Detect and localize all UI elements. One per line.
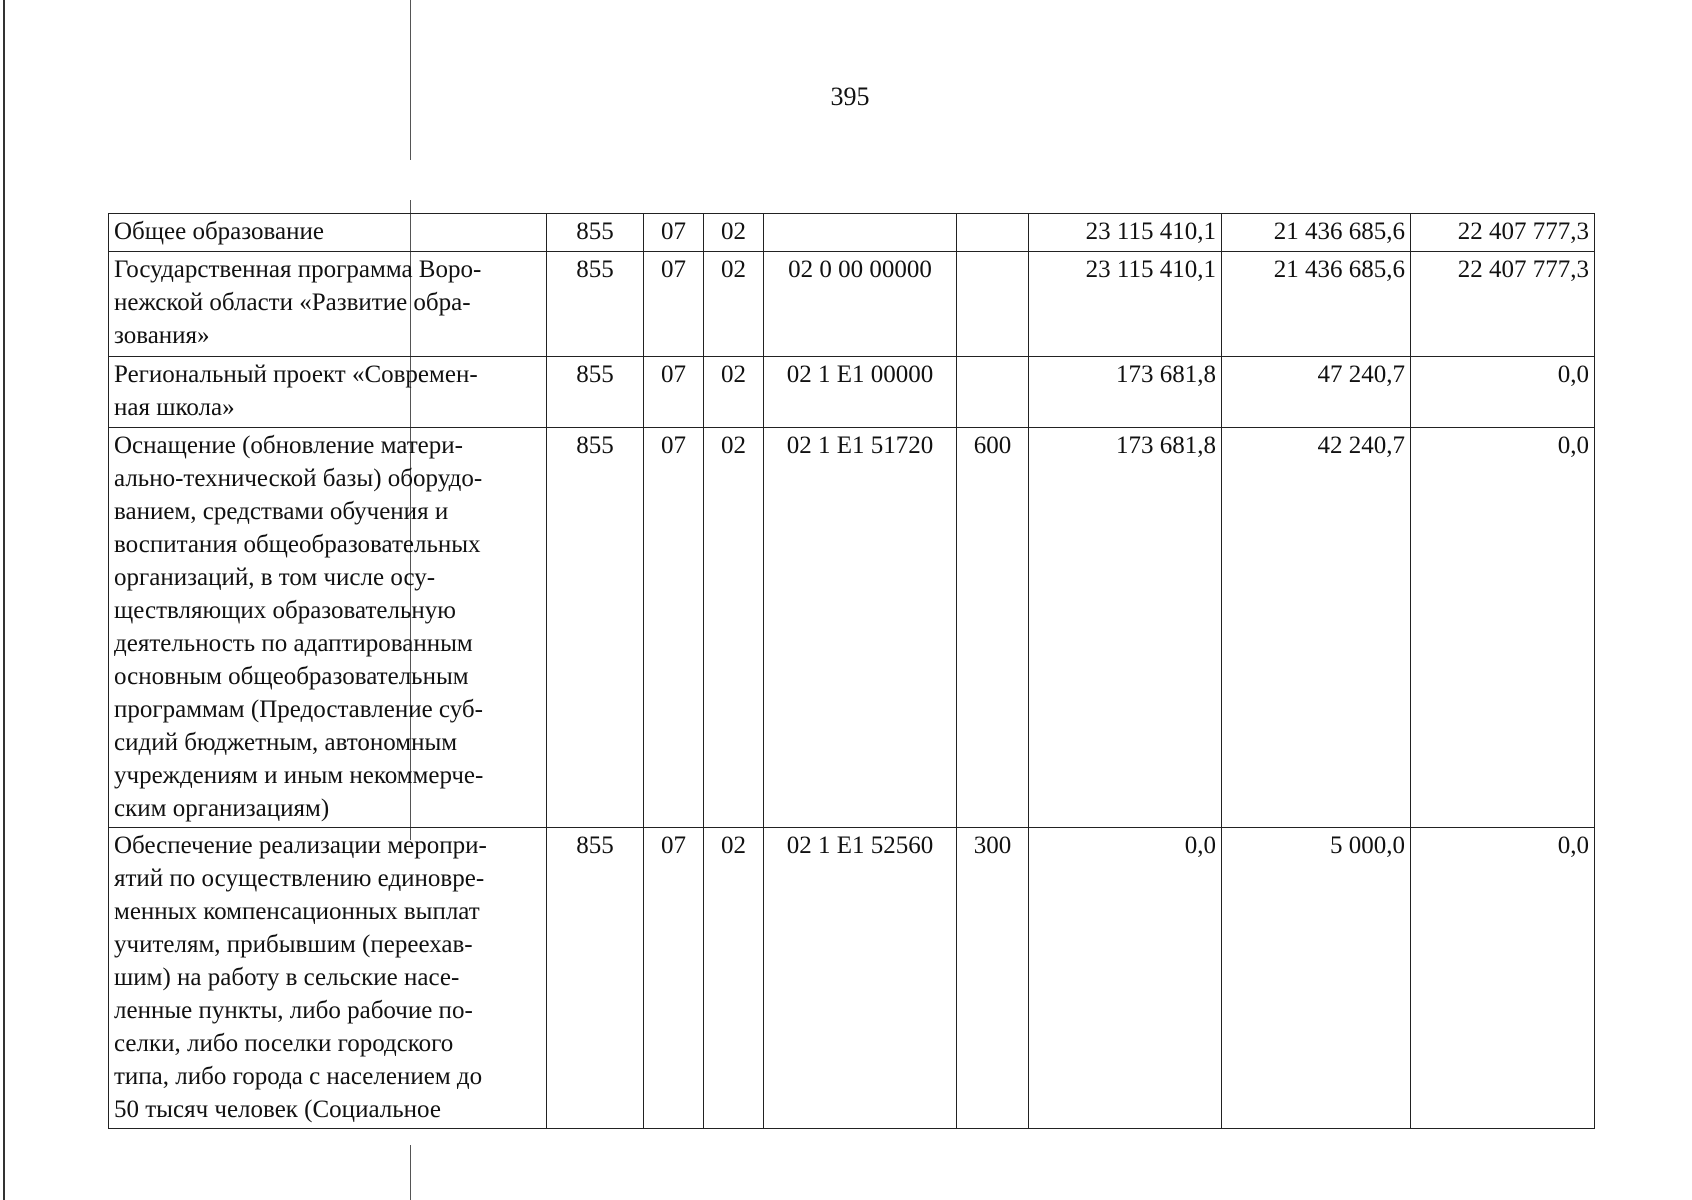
scan-fold-line <box>410 1145 411 1200</box>
amount-cell-3: 22 407 777,3 <box>1411 252 1595 357</box>
amount-cell-1: 0,0 <box>1029 828 1222 1129</box>
section-cell: 07 <box>644 828 704 1129</box>
table-row <box>109 428 1595 828</box>
expense-type-cell <box>957 252 1029 357</box>
amount-cell-3: 0,0 <box>1411 428 1595 828</box>
expense-type-cell <box>957 214 1029 252</box>
row-name-cell <box>109 428 547 828</box>
row-name-cell <box>109 252 547 357</box>
row-name-cell <box>109 828 547 1129</box>
row-name: Государственная программа Воро- нежской области «Развитие обра- зования» <box>114 256 482 349</box>
expense-type-cell: 600 <box>957 428 1029 828</box>
expense-type-cell: 300 <box>957 828 1029 1129</box>
grbs-cell: 855 <box>547 428 644 828</box>
grbs-cell: 855 <box>547 214 644 252</box>
row-name-cell <box>109 357 547 428</box>
target-article-cell <box>764 214 957 252</box>
table-row <box>109 252 1595 357</box>
row-name-cell <box>109 214 547 252</box>
table-row <box>109 828 1595 1129</box>
page-number: 395 <box>830 82 870 111</box>
scan-fold-line <box>410 0 411 160</box>
subsection-cell: 02 <box>704 252 764 357</box>
subsection-cell: 02 <box>704 428 764 828</box>
section-cell: 07 <box>644 214 704 252</box>
section-cell: 07 <box>644 252 704 357</box>
amount-cell-2: 21 436 685,6 <box>1222 252 1411 357</box>
amount-cell-2: 21 436 685,6 <box>1222 214 1411 252</box>
amount-cell-3: 22 407 777,3 <box>1411 214 1595 252</box>
amount-cell-3: 0,0 <box>1411 828 1595 1129</box>
section-cell: 07 <box>644 428 704 828</box>
row-name: Обеспечение реализации меропри- ятий по осуществлению единовре- менных компенсационных выплат учителям, прибывшим (переехав- шим) на работу в сельские насе- ленные пункты, либо рабочие по- селки, либо поселки городского типа, либо города с населением до 50 тысяч человек (Социальное <box>114 832 487 1123</box>
amount-cell-1: 23 115 410,1 <box>1029 252 1222 357</box>
target-article-cell: 02 1 E1 00000 <box>764 357 957 428</box>
subsection-cell: 02 <box>704 214 764 252</box>
table-row <box>109 214 1595 252</box>
amount-cell-3: 0,0 <box>1411 357 1595 428</box>
page-left-edge <box>3 0 5 1200</box>
row-name: Общее образование <box>114 218 324 245</box>
subsection-cell: 02 <box>704 828 764 1129</box>
grbs-cell: 855 <box>547 357 644 428</box>
amount-cell-2: 42 240,7 <box>1222 428 1411 828</box>
row-name: Оснащение (обновление матери- ально-технической базы) оборудо- ванием, средствами обучения и воспитания общеобразовательных организаций, в том числе осу- ществляющих образовательную деятельность по адаптированным основным общеобразовательным программам (Предоставление суб- сидий бюджетным, автономным учреждениям и иным некоммерче- ским организациям) <box>114 432 484 822</box>
section-cell: 07 <box>644 357 704 428</box>
subsection-cell: 02 <box>704 357 764 428</box>
target-article-cell: 02 0 00 00000 <box>764 252 957 357</box>
target-article-cell: 02 1 E1 52560 <box>764 828 957 1129</box>
table-row <box>109 357 1595 428</box>
amount-cell-2: 47 240,7 <box>1222 357 1411 428</box>
amount-cell-2: 5 000,0 <box>1222 828 1411 1129</box>
budget-table <box>108 213 1595 1129</box>
grbs-cell: 855 <box>547 252 644 357</box>
amount-cell-1: 173 681,8 <box>1029 428 1222 828</box>
amount-cell-1: 23 115 410,1 <box>1029 214 1222 252</box>
row-name: Региональный проект «Современ- ная школа» <box>114 361 478 421</box>
grbs-cell: 855 <box>547 828 644 1129</box>
amount-cell-1: 173 681,8 <box>1029 357 1222 428</box>
expense-type-cell <box>957 357 1029 428</box>
target-article-cell: 02 1 E1 51720 <box>764 428 957 828</box>
